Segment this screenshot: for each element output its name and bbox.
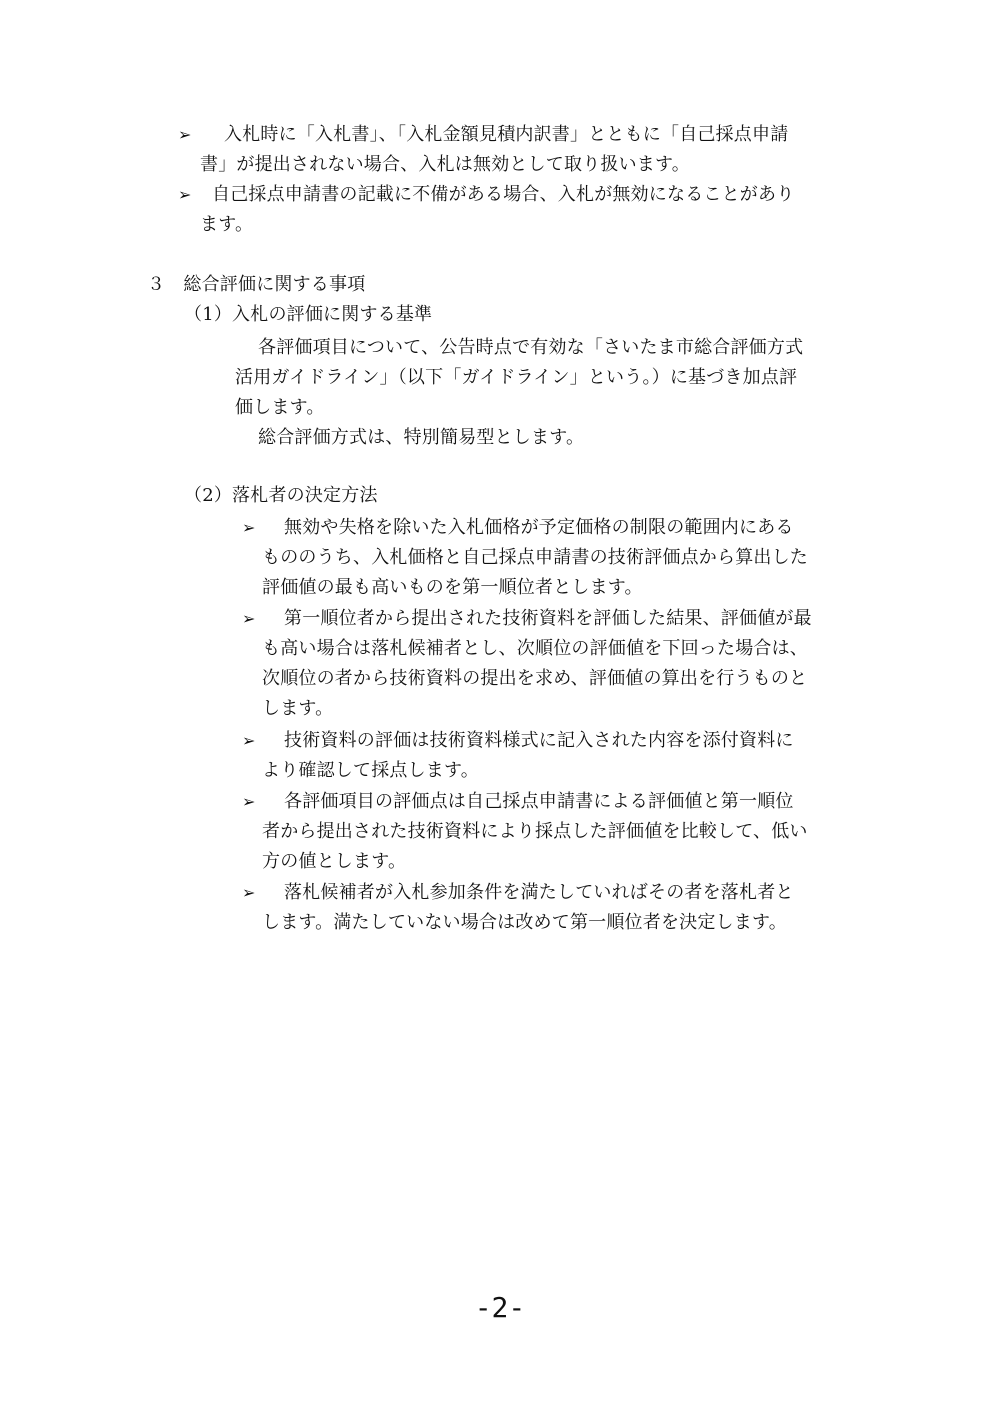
bullet-arrow-icon: ➢ [242, 883, 256, 902]
list-item-line: もののうち、入札価格と自己採点申請書の技術評価点から算出した [262, 547, 808, 568]
list-item-line: 次順位の者から技術資料の提出を求め、評価値の算出を行うものと [262, 668, 808, 689]
bullet-arrow-icon: ➢ [242, 731, 256, 750]
list-item-line: します。満たしていない場合は改めて第一順位者を決定します。 [262, 912, 787, 933]
bullet-arrow-icon: ➢ [242, 518, 256, 537]
subsection-heading: （1）入札の評価に関する基準 [184, 304, 433, 325]
bullet-arrow-icon: ➢ [178, 185, 192, 204]
list-item-line: 者から提出された技術資料により採点した評価値を比較して、低い [262, 821, 808, 842]
paragraph-line: 活用ガイドライン」（以下「ガイドライン」という。）に基づき加点評 [235, 367, 798, 388]
paragraph-line: 各評価項目について、公告時点で有効な「さいたま市総合評価方式 [258, 337, 804, 358]
note-line: 自己採点申請書の記載に不備がある場合、入札が無効になることがあり [212, 184, 795, 205]
page-number: -2- [474, 1291, 526, 1324]
bullet-arrow-icon: ➢ [242, 609, 256, 628]
list-item-line: 技術資料の評価は技術資料様式に記入された内容を添付資料に [284, 730, 794, 751]
note-line: 書」が提出されない場合、入札は無効として取り扱います。 [200, 154, 690, 175]
bullet-arrow-icon: ➢ [178, 125, 192, 144]
list-item-line: 落札候補者が入札参加条件を満たしていればその者を落札者と [284, 882, 794, 903]
list-item-line: 第一順位者から提出された技術資料を評価した結果、評価値が最 [284, 608, 812, 629]
bullet-arrow-icon: ➢ [242, 792, 256, 811]
subsection-heading: （2）落札者の決定方法 [184, 485, 378, 506]
paragraph-line: 価します。 [235, 397, 325, 418]
note-line: ます。 [200, 214, 254, 235]
list-item-line: 各評価項目の評価点は自己採点申請書による評価値と第一順位 [284, 791, 794, 812]
list-item-line: 無効や失格を除いた入札価格が予定価格の制限の範囲内にある [284, 517, 794, 538]
list-item-line: します。 [262, 698, 334, 719]
list-item-line: より確認して採点します。 [262, 760, 479, 781]
note-line: 入札時に「入札書」、「入札金額見積内訳書」とともに「自己採点申請 [224, 124, 789, 145]
list-item-line: も高い場合は落札候補者とし、次順位の評価値を下回った場合は、 [262, 638, 808, 659]
list-item-line: 方の値とします。 [262, 851, 407, 872]
paragraph-line: 総合評価方式は、特別簡易型とします。 [258, 427, 585, 448]
list-item-line: 評価値の最も高いものを第一順位者とします。 [262, 577, 643, 598]
section-heading: ３ 総合評価に関する事項 [147, 274, 366, 295]
